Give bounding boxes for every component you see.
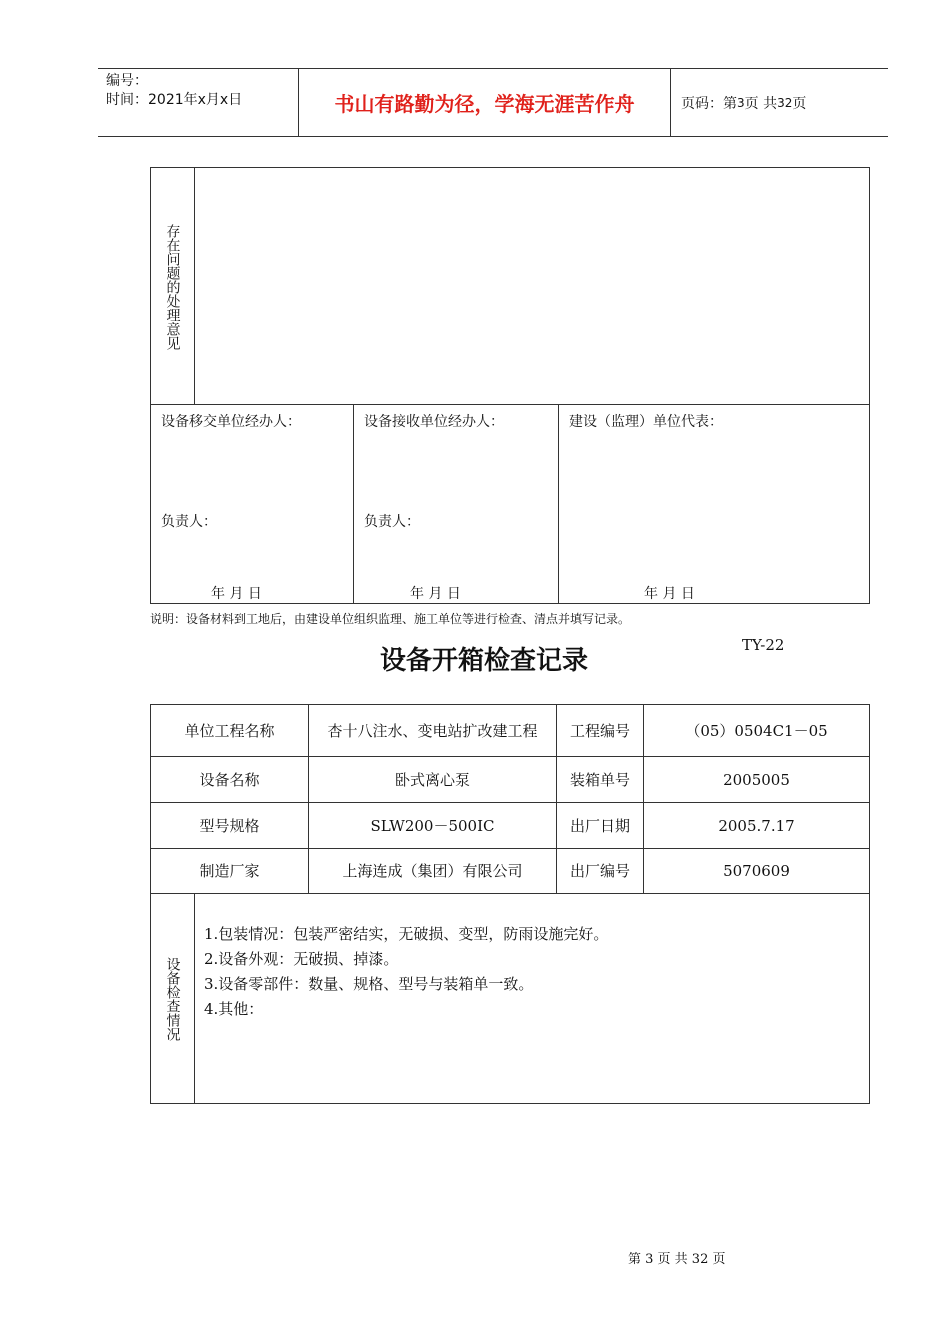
packing-list-value: 2005005 (723, 770, 790, 789)
project-number-value: （05）0504C1－05 (685, 721, 828, 740)
issues-label-cell (151, 168, 195, 405)
inspection-label: 设备检查情况 (164, 956, 181, 1041)
form-code: TY-22 (742, 636, 785, 654)
inspection-table (150, 704, 870, 1104)
form-title: 设备开箱检查记录 (380, 646, 589, 676)
table-row (151, 705, 869, 757)
page-footer: 第 3 页 共 32 页 (628, 1252, 726, 1267)
transfer-signature-cell (151, 405, 354, 604)
handling-table (150, 167, 870, 604)
model-value: SLW200－500IC (309, 803, 557, 848)
manufacturer-label: 制造厂家 (151, 849, 309, 893)
serial-label: 编号： (106, 73, 148, 89)
serial-number-label: 出厂编号 (557, 849, 644, 893)
list-item: 2.设备外观：无破损、掉漆。 (204, 950, 399, 968)
receive-date: 年 月 日 (410, 586, 461, 602)
header-motto: 书山有路勤为径，学海无涯苦作舟 (299, 69, 671, 136)
serial-number-value: 5070609 (723, 862, 790, 880)
equipment-name-label: 设备名称 (151, 757, 309, 802)
table-row (151, 849, 869, 894)
manufacture-date-value: 2005.7.17 (718, 816, 795, 835)
page-total: 32 (777, 95, 793, 110)
page-header (98, 68, 888, 137)
table-row (151, 803, 869, 849)
inspection-label-cell (151, 894, 195, 1103)
list-item: 3.设备零部件：数量、规格、型号与装箱单一致。 (204, 975, 534, 993)
table-note: 说明：设备材料到工地后，由建设单位组织监理、施工单位等进行检查、清点并填写记录。 (150, 612, 631, 626)
owner-label: 建设（监理）单位代表： (569, 414, 723, 430)
packing-list-label: 装箱单号 (557, 757, 644, 802)
issues-label: 存在问题的处理意见 (164, 223, 181, 350)
manufacture-date-label: 出厂日期 (557, 803, 644, 848)
page-suffix: 页 (792, 95, 807, 112)
page-number: 3 (737, 95, 745, 110)
table-row (151, 757, 869, 803)
project-number-label: 工程编号 (557, 705, 644, 756)
owner-date: 年 月 日 (644, 586, 695, 602)
list-item: 1.包装情况：包装严密结实，无破损、变型，防雨设施完好。 (204, 925, 609, 943)
receive-label: 设备接收单位经办人： (364, 414, 504, 430)
project-name-label: 单位工程名称 (151, 705, 309, 756)
model-label: 型号规格 (151, 803, 309, 848)
page-prefix: 页码：第 (681, 95, 737, 112)
inspection-status-row (151, 894, 869, 1103)
page-mid: 页 共 (744, 95, 778, 112)
header-page-info (671, 69, 888, 136)
receive-signature-cell (354, 405, 559, 604)
inspection-items (204, 922, 608, 1022)
equipment-name-value: 卧式离心泵 (309, 757, 557, 802)
owner-signature-cell (559, 405, 869, 604)
signature-row (151, 404, 869, 604)
receive-responsible-label: 负责人： (364, 514, 420, 530)
transfer-responsible-label: 负责人： (161, 514, 217, 530)
time-label: 时间：2021年x月x日 (106, 92, 243, 108)
list-item: 4.其他： (204, 1000, 264, 1018)
project-name-value: 杏十八注水、变电站扩改建工程 (309, 705, 557, 756)
header-meta (98, 69, 299, 136)
transfer-date: 年 月 日 (211, 586, 262, 602)
transfer-label: 设备移交单位经办人： (161, 414, 301, 430)
manufacturer-value: 上海连成（集团）有限公司 (309, 849, 557, 893)
